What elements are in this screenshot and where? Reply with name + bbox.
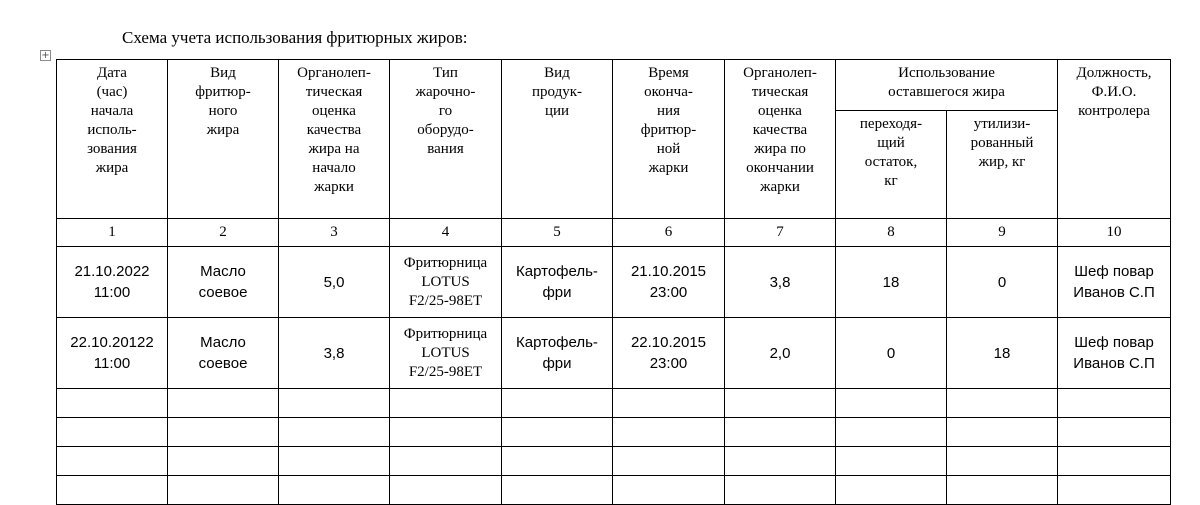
empty-cell[interactable] [168, 418, 279, 447]
empty-cell[interactable] [168, 389, 279, 418]
empty-cell[interactable] [168, 447, 279, 476]
column-number: 2 [168, 219, 279, 247]
empty-cell[interactable] [613, 476, 725, 505]
header-fat-type: Вид фритюр- ного жира [168, 60, 279, 219]
document-title: Схема учета использования фритюрных жиров: [122, 28, 468, 47]
cell-disposed[interactable]: 0 [947, 247, 1058, 318]
empty-cell[interactable] [57, 389, 168, 418]
empty-cell[interactable] [57, 418, 168, 447]
header-end-time: Время оконча- ния фритюр- ной жарки [613, 60, 725, 219]
cell-organoleptic-start[interactable]: 3,8 [279, 318, 390, 389]
empty-cell[interactable] [947, 447, 1058, 476]
empty-cell[interactable] [1058, 418, 1171, 447]
empty-cell[interactable] [279, 389, 390, 418]
cell-carryover[interactable]: 0 [836, 318, 947, 389]
empty-row [57, 447, 1171, 476]
header-equipment-type: Тип жарочно- го оборудо- вания [390, 60, 502, 219]
column-number: 5 [502, 219, 613, 247]
empty-row [57, 418, 1171, 447]
header-controller: Должность, Ф.И.О. контролера [1058, 60, 1171, 219]
empty-cell[interactable] [613, 447, 725, 476]
empty-cell[interactable] [390, 476, 502, 505]
column-number: 10 [1058, 219, 1171, 247]
empty-row [57, 389, 1171, 418]
empty-cell[interactable] [613, 389, 725, 418]
column-number: 4 [390, 219, 502, 247]
empty-cell[interactable] [279, 418, 390, 447]
header-remaining-fat-use: Использование оставшегося жира [836, 60, 1058, 111]
cell-equipment-type[interactable]: Фритюрница LOTUS F2/25-98ET [390, 318, 502, 389]
empty-cell[interactable] [390, 447, 502, 476]
table-row [57, 247, 1171, 318]
empty-cell[interactable] [1058, 389, 1171, 418]
empty-cell[interactable] [836, 418, 947, 447]
empty-cell[interactable] [947, 476, 1058, 505]
empty-cell[interactable] [502, 418, 613, 447]
cell-disposed[interactable]: 18 [947, 318, 1058, 389]
table-row [57, 318, 1171, 389]
empty-cell[interactable] [502, 476, 613, 505]
table-move-handle-icon[interactable]: + [41, 50, 50, 61]
empty-cell[interactable] [947, 418, 1058, 447]
column-number: 7 [725, 219, 836, 247]
column-number: 9 [947, 219, 1058, 247]
header-row-1 [57, 60, 1171, 111]
fat-usage-table [56, 59, 1171, 505]
cell-date[interactable]: 21.10.2022 11:00 [57, 247, 168, 318]
empty-cell[interactable] [725, 418, 836, 447]
cell-fat-type[interactable]: Масло соевое [168, 318, 279, 389]
column-number: 8 [836, 219, 947, 247]
empty-cell[interactable] [1058, 447, 1171, 476]
column-number: 1 [57, 219, 168, 247]
empty-cell[interactable] [57, 447, 168, 476]
empty-cell[interactable] [390, 389, 502, 418]
empty-cell[interactable] [613, 418, 725, 447]
empty-cell[interactable] [1058, 476, 1171, 505]
empty-cell[interactable] [502, 389, 613, 418]
cell-date[interactable]: 22.10.20122 11:00 [57, 318, 168, 389]
empty-cell[interactable] [279, 447, 390, 476]
empty-cell[interactable] [836, 389, 947, 418]
empty-cell[interactable] [725, 447, 836, 476]
cell-carryover[interactable]: 18 [836, 247, 947, 318]
empty-cell[interactable] [725, 476, 836, 505]
cell-organoleptic-end[interactable]: 3,8 [725, 247, 836, 318]
header-product-type: Вид продук- ции [502, 60, 613, 219]
empty-row [57, 476, 1171, 505]
header-disposed: утилизи- рованный жир, кг [947, 111, 1058, 219]
cell-product-type[interactable]: Картофель- фри [502, 247, 613, 318]
empty-cell[interactable] [836, 476, 947, 505]
empty-cell[interactable] [836, 447, 947, 476]
empty-cell[interactable] [947, 389, 1058, 418]
column-number: 6 [613, 219, 725, 247]
cell-controller[interactable]: Шеф повар Иванов С.П [1058, 247, 1171, 318]
empty-cell[interactable] [502, 447, 613, 476]
empty-cell[interactable] [279, 476, 390, 505]
header-organoleptic-start: Органолеп- тическая оценка качества жира на начало жарки [279, 60, 390, 219]
empty-cell[interactable] [57, 476, 168, 505]
cell-controller[interactable]: Шеф повар Иванов С.П [1058, 318, 1171, 389]
column-number-row [57, 219, 1171, 247]
cell-organoleptic-end[interactable]: 2,0 [725, 318, 836, 389]
cell-equipment-type[interactable]: Фритюрница LOTUS F2/25-98ET [390, 247, 502, 318]
cell-end-time[interactable]: 21.10.2015 23:00 [613, 247, 725, 318]
empty-cell[interactable] [390, 418, 502, 447]
cell-fat-type[interactable]: Масло соевое [168, 247, 279, 318]
cell-product-type[interactable]: Картофель- фри [502, 318, 613, 389]
empty-cell[interactable] [725, 389, 836, 418]
cell-organoleptic-start[interactable]: 5,0 [279, 247, 390, 318]
header-organoleptic-end: Органолеп- тическая оценка качества жира по окончании жарки [725, 60, 836, 219]
cell-end-time[interactable]: 22.10.2015 23:00 [613, 318, 725, 389]
empty-cell[interactable] [168, 476, 279, 505]
header-date: Дата (час) начала исполь- зования жира [57, 60, 168, 219]
header-carryover: переходя- щий остаток, кг [836, 111, 947, 219]
column-number: 3 [279, 219, 390, 247]
